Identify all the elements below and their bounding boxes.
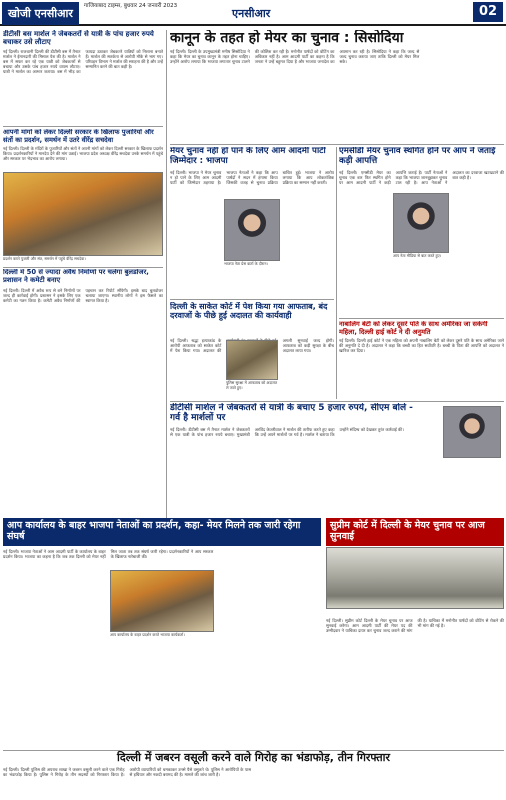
cm-photo xyxy=(443,406,501,458)
masthead xyxy=(0,0,506,26)
photo-caption: प्रदर्शन करते पुजारी और संत, समर्थन में पहुंचे वीरेंद्र सचदेवा। xyxy=(3,257,163,262)
story-body: नई दिल्ली। डीटीसी बस में तैनात मार्शल ने जेबकतरों से एक यात्री के पांच हजार रुपये बचाए। मुख्यमंत्री अरविंद केजरीवाल ने मार्शल की तारीफ करते हुए कहा कि उन्हें अपने मार्शलों पर गर्व है। मार्शल ने बताया कि उन्होंने संदिग्ध को देखकर तुरंत कार्रवाई की। xyxy=(170,426,404,437)
story-body: नई दिल्ली। भाजपा ने मेयर चुनाव न हो पाने के लिए आम आदमी पार्टी को जिम्मेदार ठहराया है। भाजपा नेताओं ने कहा कि आप पार्षदों ने सदन में हंगामा किया जिसकी वजह से चुनाव प्रक्रिया बाधित हुई। भाजपा ने आरोप लगाया कि आप लोकतांत्रिक प्रक्रिया का सम्मान नहीं करती। xyxy=(170,169,334,185)
story-priests-protest xyxy=(3,129,163,169)
story-body: नई दिल्ली। श्रद्धा हत्याकांड के आरोपी आफताब को साकेत कोर्ट में पेश किया गया। अदालत की अगली सुनवाई जल्द होगी। आफताब को कड़ी सुरक्षा के बीच अदालत लाया गया। xyxy=(170,338,334,354)
supreme-court-photo xyxy=(326,547,504,609)
story-body: नई दिल्ली। सुप्रीम कोर्ट दिल्ली के मेयर चुनाव पर आज सुनवाई करेगा। आम आदमी पार्टी की मेयर पद की उम्मीदवार ने याचिका दायर कर चुनाव जल्द कराने की मांग की है। याचिका में मनोनीत पार्षदों को वोटिंग से रोकने की भी मांग की गई है। xyxy=(326,617,504,634)
story-headline: एमसीडी मेयर चुनाव स्थगित होने पर आप ने जताई कड़ी आपत्ति xyxy=(339,147,496,166)
bjp-protest-photo xyxy=(110,570,214,632)
story-headline: आप कार्यालय के बाहर भाजपा नेताओं का प्रदर्शन, कहा- मेयर मिलने तक जारी रहेगा संघर्ष xyxy=(3,518,321,546)
story-aftab xyxy=(170,302,334,336)
divider xyxy=(170,401,504,402)
divider xyxy=(170,299,334,300)
column-divider xyxy=(166,30,167,518)
story-bulldozer xyxy=(3,269,163,515)
story-extortion-gang xyxy=(3,752,504,798)
story-headline: आपनी मांगों को लेकर दिल्ली सरकार के खिलाफ पुजारियों और संतों का प्रदर्शन, समर्थन में उतरे वीरेंद्र सचदेवा xyxy=(3,129,154,144)
story-body: नई दिल्ली। दिल्ली के मंदिरों के पुजारियों और संतों ने अपनी मांगों को लेकर दिल्ली सरकार के खिलाफ प्रदर्शन किया। प्रदर्शनकारियों ने मानदेय देने की मांग उठाई। भाजपा प्रदेश अध्यक्ष वीरेंद्र सचदेवा उनके समर्थन में पहुंचे और सरकार पर भेदभाव का आरोप लगाया। xyxy=(3,146,163,162)
story-headline: दिल्ली में 50 से ज्यादा अवैध निर्माणों पर चलेगा बुलडोजर, प्रशासन ने कमेटी बनाए xyxy=(3,269,149,284)
story-body: नई दिल्ली। दिल्ली में अवैध रूप से बने निर्माणों पर जल्द ही कार्रवाई होगी। प्रशासन ने इसके लिए एक कमेटी का गठन किया है। कमेटी अवैध निर्माणों की पहचान कर रिपोर्ट सौंपेगी। इसके बाद बुलडोजर चलाया जाएगा। स्थानीय लोगों ने इस फैसले का स्वागत किया है। xyxy=(3,287,163,303)
story-body: नई दिल्ली। एमसीडी मेयर का चुनाव एक बार फिर स्थगित होने पर आम आदमी पार्टी ने कड़ी आपत्ति जताई है। पार्टी नेताओं ने कहा कि भाजपा जानबूझकर चुनाव टाल रही है। आप नेताओं ने अदालत का दरवाजा खटखटाने की बात कही है। xyxy=(339,169,504,185)
story-headline: नाबालिग बेटी को लेकर दूसरे पति के साथ अमेरिका जा सकेगी महिला, दिल्ली हाई कोर्ट ने दी अनुमति xyxy=(339,321,488,336)
column-divider xyxy=(336,147,337,399)
story-headline: सुप्रीम कोर्ट में दिल्ली के मेयर चुनाव पर आज सुनवाई xyxy=(326,518,504,546)
story-body: नई दिल्ली। दिल्ली हाई कोर्ट ने एक महिला को अपनी नाबालिग बेटी को लेकर दूसरे पति के साथ अमेरिका जाने की अनुमति दे दी है। अदालत ने कहा कि बच्ची का हित सर्वोपरि है। बच्ची के पिता की आपत्ति को अदालत ने खारिज कर दिया। xyxy=(339,338,504,354)
divider xyxy=(3,126,163,127)
story-headline: डीटीसी मार्शल ने जेबकतरों से यात्री के बचाए 5 हजार रुपये, सीएम बोले - गर्व है मार्शलों पर xyxy=(170,403,413,424)
photo-caption: आप कार्यालय के बाहर प्रदर्शन करते भाजपा कार्यकर्ता। xyxy=(110,633,214,638)
aap-leader-photo xyxy=(393,193,449,253)
brand-logo: खोजी एनसीआर xyxy=(2,2,79,25)
section-title: एनसीआर xyxy=(232,7,271,20)
photo-caption: पुलिस सुरक्षा में आफताब को अदालत ले जाते हुए। xyxy=(226,380,278,390)
story-sisodia xyxy=(170,30,504,142)
page-number: 02 xyxy=(473,2,503,22)
protest-photo xyxy=(3,172,163,256)
story-headline: मेयर चुनाव नहीं हो पाने के लिए आम आदमी पार्टी जिम्मेदार : भाजपा xyxy=(170,147,326,166)
story-body: नई दिल्ली। दिल्ली पुलिस की अपराध शाखा ने जबरन वसूली करने वाले एक गिरोह का भंडाफोड़ किया है। पुलिस ने गिरोह के तीन सदस्यों को गिरफ्तार किया है। आरोपी व्यापारियों को धमकाकर उनसे पैसे वसूलते थे। पुलिस ने आरोपियों के पास से हथियार और नकदी बरामद की है। मामले की जांच जारी है। xyxy=(3,766,251,777)
story-body: नई दिल्ली। दिल्ली के उपमुख्यमंत्री मनीष सिसोदिया ने कहा कि मेयर का चुनाव कानून के तहत होना चाहिए। उन्होंने आरोप लगाया कि भाजपा लगातार चुनाव टालने की कोशिश कर रही है। मनोनीत पार्षदों को वोटिंग का अधिकार नहीं है। आम आदमी पार्टी का कहना है कि जनता ने उन्हें बहुमत दिया है और भाजपा जनादेश का अपमान कर रही है। सिसोदिया ने कहा कि जल्द से जल्द चुनाव कराया जाए ताकि दिल्ली को मेयर मिल सके। xyxy=(170,49,420,65)
story-body: नई दिल्ली। भाजपा नेताओं ने आम आदमी पार्टी के कार्यालय के बाहर प्रदर्शन किया। भाजपा का कहना है कि जब तक दिल्ली को मेयर नहीं मिल जाता तब तक संघर्ष जारी रहेगा। प्रदर्शनकारियों ने आप सरकार के खिलाफ नारेबाजी की। xyxy=(3,548,214,559)
story-headline: दिल्ली में जबरन वसूली करने वाले गिरोह का भंडाफोड़, तीन गिरफ्तार xyxy=(117,751,390,764)
photo-caption: भाजपा नेता प्रेस वार्ता के दौरान। xyxy=(224,262,280,267)
story-headline: डीटीसी बस मार्शल ने जेबकतरों से यात्री के पांच हजार रुपये बचाकर उसे लौटाए xyxy=(3,30,154,47)
story-minor-daughter xyxy=(339,321,504,399)
photo-caption: आप नेता मीडिया से बात करते हुए। xyxy=(393,254,449,259)
dateline: गाजियाबाद टाइम्स, बुधवार 24 जनवरी 2023 xyxy=(84,3,178,9)
divider xyxy=(339,318,504,319)
story-headline: दिल्ली के साकेत कोर्ट में पेश किया गया आफताब, बंद दरवाजों के पीछे हुई अदालत की कार्यवाही xyxy=(170,302,328,321)
story-body: नई दिल्ली। राजधानी दिल्ली की डीटीसी बस में तैनात मार्शल ने ईमानदारी की मिसाल पेश की है। मार्शल ने बस में सफर कर रहे एक यात्री को जेबकतरों से बचाया और उसके पांच हजार रुपये वापस लौटाए। यात्री ने मार्शल का आभार जताया। बस में भीड़ का फायदा उठाकर जेबकतरे यात्रियों को निशाना बनाते हैं। मार्शल की सतर्कता से आरोपी मौके से भाग गए। परिवहन विभाग ने मार्शल की सराहना की है और उन्हें सम्मानित करने की बात कही है। xyxy=(3,49,163,75)
bjp-leader-photo xyxy=(224,199,280,261)
aftab-court-photo xyxy=(226,340,278,380)
divider xyxy=(170,144,504,145)
divider xyxy=(3,267,163,268)
story-marshal-short xyxy=(3,30,163,124)
story-headline: कानून के तहत हो मेयर का चुनाव : सिसोदिया xyxy=(170,30,404,46)
